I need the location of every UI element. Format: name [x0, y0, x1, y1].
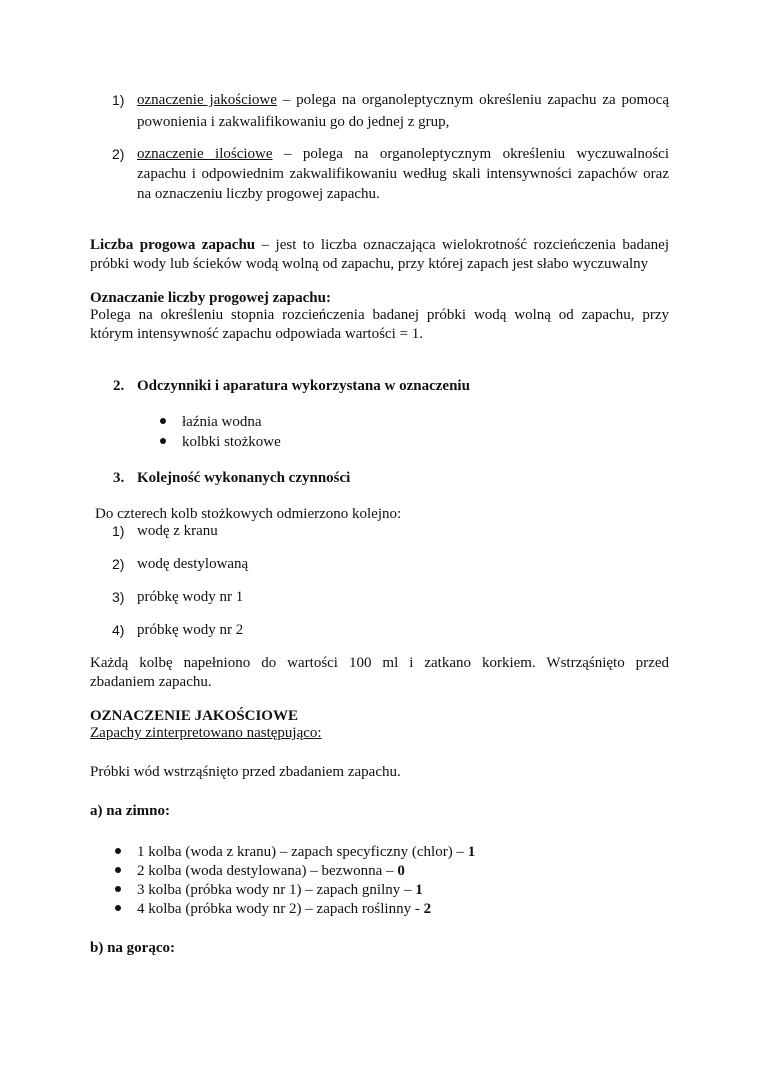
procedure-note-line: Każdą kolbę napełniono do wartości 100 ml i zatkano korkiem. Wstrząśnięto przed [90, 655, 669, 671]
hot-heading: b) na gorąco: [90, 940, 175, 956]
cold-item: 4 kolba (próbka wody nr 2) – zapach roślinny - 2 [137, 901, 432, 917]
list-item: wodę destylowaną [137, 556, 249, 572]
section-number: 3. [113, 470, 125, 486]
list-number: 2) [112, 146, 125, 162]
list-number: 1) [112, 523, 125, 539]
list-number: 3) [112, 589, 125, 605]
definition-line: próbki wody lub ścieków wodą wolną od zapachu, przy której zapach jest słabo wyczuwalny [90, 256, 649, 272]
term-quantitative: oznaczenie ilościowe [137, 146, 273, 162]
list-item: łaźnia wodna [182, 414, 262, 430]
bullet-icon [115, 867, 121, 873]
list-item-line: oznaczenie jakościowe – polega na organoleptycznym określeniu zapachu za pomocą [137, 92, 670, 108]
list-item-line: zapachu i odpowiednim zakwalifikowaniu według skali intensywności zapachów oraz [137, 166, 669, 182]
list-item: kolbki stożkowe [182, 434, 281, 450]
section-number: 2. [113, 378, 125, 394]
shaken-note: Próbki wód wstrząśnięto przed zbadaniem zapachu. [90, 764, 401, 780]
bullet-icon [115, 848, 121, 854]
list-item: wodę z kranu [137, 523, 218, 539]
qualitative-heading: OZNACZENIE JAKOŚCIOWE [90, 708, 298, 724]
cold-item: 1 kolba (woda z kranu) – zapach specyficzny (chlor) – 1 [137, 844, 476, 860]
bullet-icon [160, 418, 166, 424]
odor-score: 0 [397, 863, 405, 879]
method-line: Polega na określeniu stopnia rozcieńczenia badanej próbki wodą wolną od zapachu, przy [90, 307, 669, 323]
cold-item: 2 kolba (woda destylowana) – bezwonna – 0 [137, 863, 405, 879]
cold-heading: a) na zimno: [90, 803, 170, 819]
list-number: 2) [112, 556, 125, 572]
bullet-icon [160, 438, 166, 444]
definition-line: Liczba progowa zapachu – jest to liczba oznaczająca wielokrotność rozcieńczenia badanej [90, 237, 670, 253]
list-item: próbkę wody nr 1 [137, 589, 244, 605]
list-item-line: oznaczenie ilościowe – polega na organoleptycznym określeniu wyczuwalności [137, 146, 669, 162]
term-qualitative: oznaczenie jakościowe [137, 92, 277, 108]
odor-score: 2 [423, 901, 432, 917]
cold-item: 3 kolba (próbka wody nr 1) – zapach gnilny – 1 [137, 882, 423, 898]
method-line: którym intensywność zapachu odpowiada wartości = 1. [90, 326, 423, 342]
list-number: 4) [112, 622, 125, 638]
odor-score: 1 [415, 882, 423, 898]
list-item-line: powonienia i zakwalifikowaniu go do jednej z grup, [137, 114, 450, 130]
bullet-icon [115, 905, 121, 911]
list-number: 1) [112, 92, 125, 108]
bullet-icon [115, 886, 121, 892]
method-heading: Oznaczanie liczby progowej zapachu: [90, 290, 331, 306]
procedure-intro: Do czterech kolb stożkowych odmierzono kolejno: [95, 506, 402, 522]
section-title: Odczynniki i aparatura wykorzystana w oznaczeniu [137, 378, 470, 394]
list-item: próbkę wody nr 2 [137, 622, 244, 638]
list-item-line: na oznaczeniu liczby progowej zapachu. [137, 186, 380, 202]
procedure-note-line: zbadaniem zapachu. [90, 674, 212, 690]
section-title: Kolejność wykonanych czynności [137, 470, 351, 486]
qualitative-subheading: Zapachy zinterpretowano następująco: [90, 725, 322, 741]
definition-term: Liczba progowa zapachu [90, 237, 256, 253]
odor-score: 1 [467, 844, 476, 860]
